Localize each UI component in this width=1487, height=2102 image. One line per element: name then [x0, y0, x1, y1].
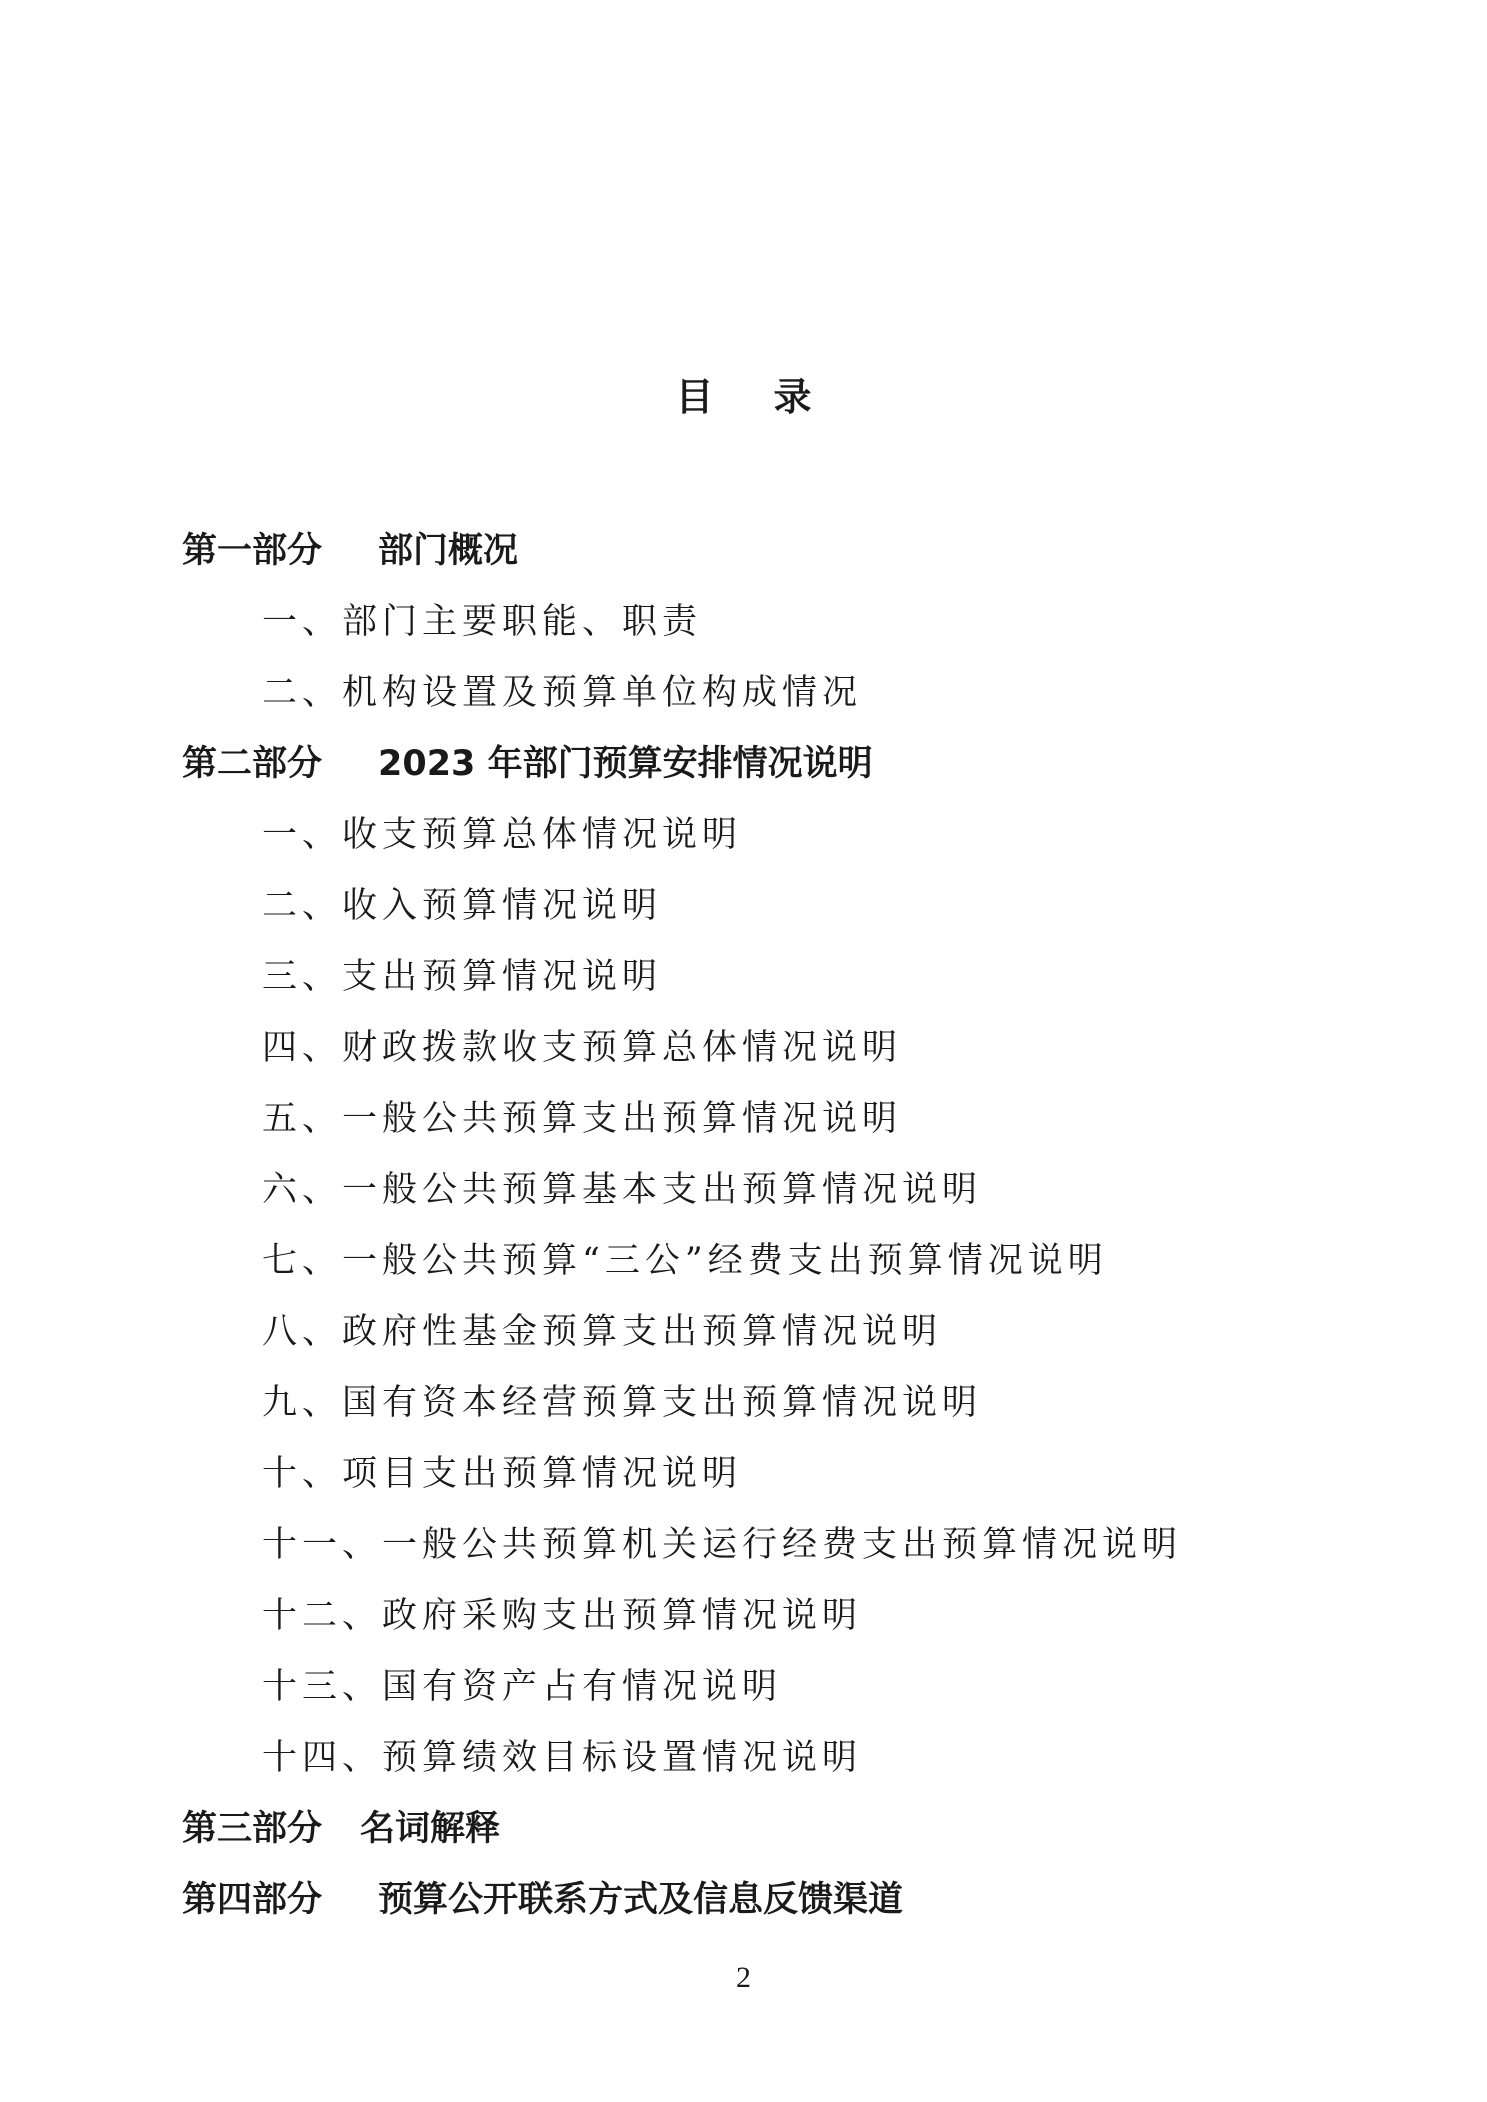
toc-entry[interactable]: 十二、政府采购支出预算情况说明 [262, 1596, 863, 1636]
toc-entry[interactable]: 十、项目支出预算情况说明 [262, 1454, 743, 1494]
toc-entry[interactable]: 六、一般公共预算基本支出预算情况说明 [262, 1170, 983, 1210]
toc-entry[interactable]: 二、机构设置及预算单位构成情况 [262, 673, 863, 713]
toc-entry[interactable]: 九、国有资本经营预算支出预算情况说明 [262, 1383, 983, 1423]
toc-part-title: 名词解释 [360, 1809, 501, 1849]
toc-part-3[interactable] [0, 1794, 1487, 1865]
toc-entry[interactable]: 五、一般公共预算支出预算情况说明 [262, 1099, 903, 1139]
page-title: 目录 [675, 375, 872, 419]
toc-part-label: 第二部分 [182, 744, 323, 784]
toc-entry[interactable]: 三、支出预算情况说明 [262, 957, 663, 997]
toc-entry[interactable]: 八、政府性基金预算支出预算情况说明 [262, 1312, 943, 1352]
toc-entry[interactable]: 一、收支预算总体情况说明 [262, 815, 743, 855]
toc-entry[interactable]: 十一、一般公共预算机关运行经费支出预算情况说明 [262, 1525, 1183, 1565]
toc-part-title: 预算公开联系方式及信息反馈渠道 [378, 1880, 904, 1920]
toc-entry[interactable]: 十四、预算绩效目标设置情况说明 [262, 1738, 863, 1778]
page-number: 2 [736, 1961, 751, 1994]
toc-part-label: 第三部分 [182, 1809, 323, 1849]
toc-entry[interactable]: 十三、国有资产占有情况说明 [262, 1667, 783, 1707]
table-of-contents [0, 516, 1487, 1936]
toc-entry[interactable]: 二、收入预算情况说明 [262, 886, 663, 926]
toc-part-2[interactable] [0, 729, 1487, 800]
toc-entry[interactable]: 四、财政拨款收支预算总体情况说明 [262, 1028, 903, 1068]
toc-part-title: 部门概况 [378, 531, 519, 571]
toc-entry[interactable]: 七、一般公共预算“三公”经费支出预算情况说明 [262, 1241, 1108, 1281]
toc-part-label: 第四部分 [182, 1880, 323, 1920]
toc-entry[interactable]: 一、部门主要职能、职责 [262, 602, 703, 642]
toc-part-1[interactable] [0, 516, 1487, 587]
toc-part-title: 2023 年部门预算安排情况说明 [378, 744, 873, 784]
toc-part-4[interactable] [0, 1865, 1487, 1936]
toc-part-label: 第一部分 [182, 531, 323, 571]
